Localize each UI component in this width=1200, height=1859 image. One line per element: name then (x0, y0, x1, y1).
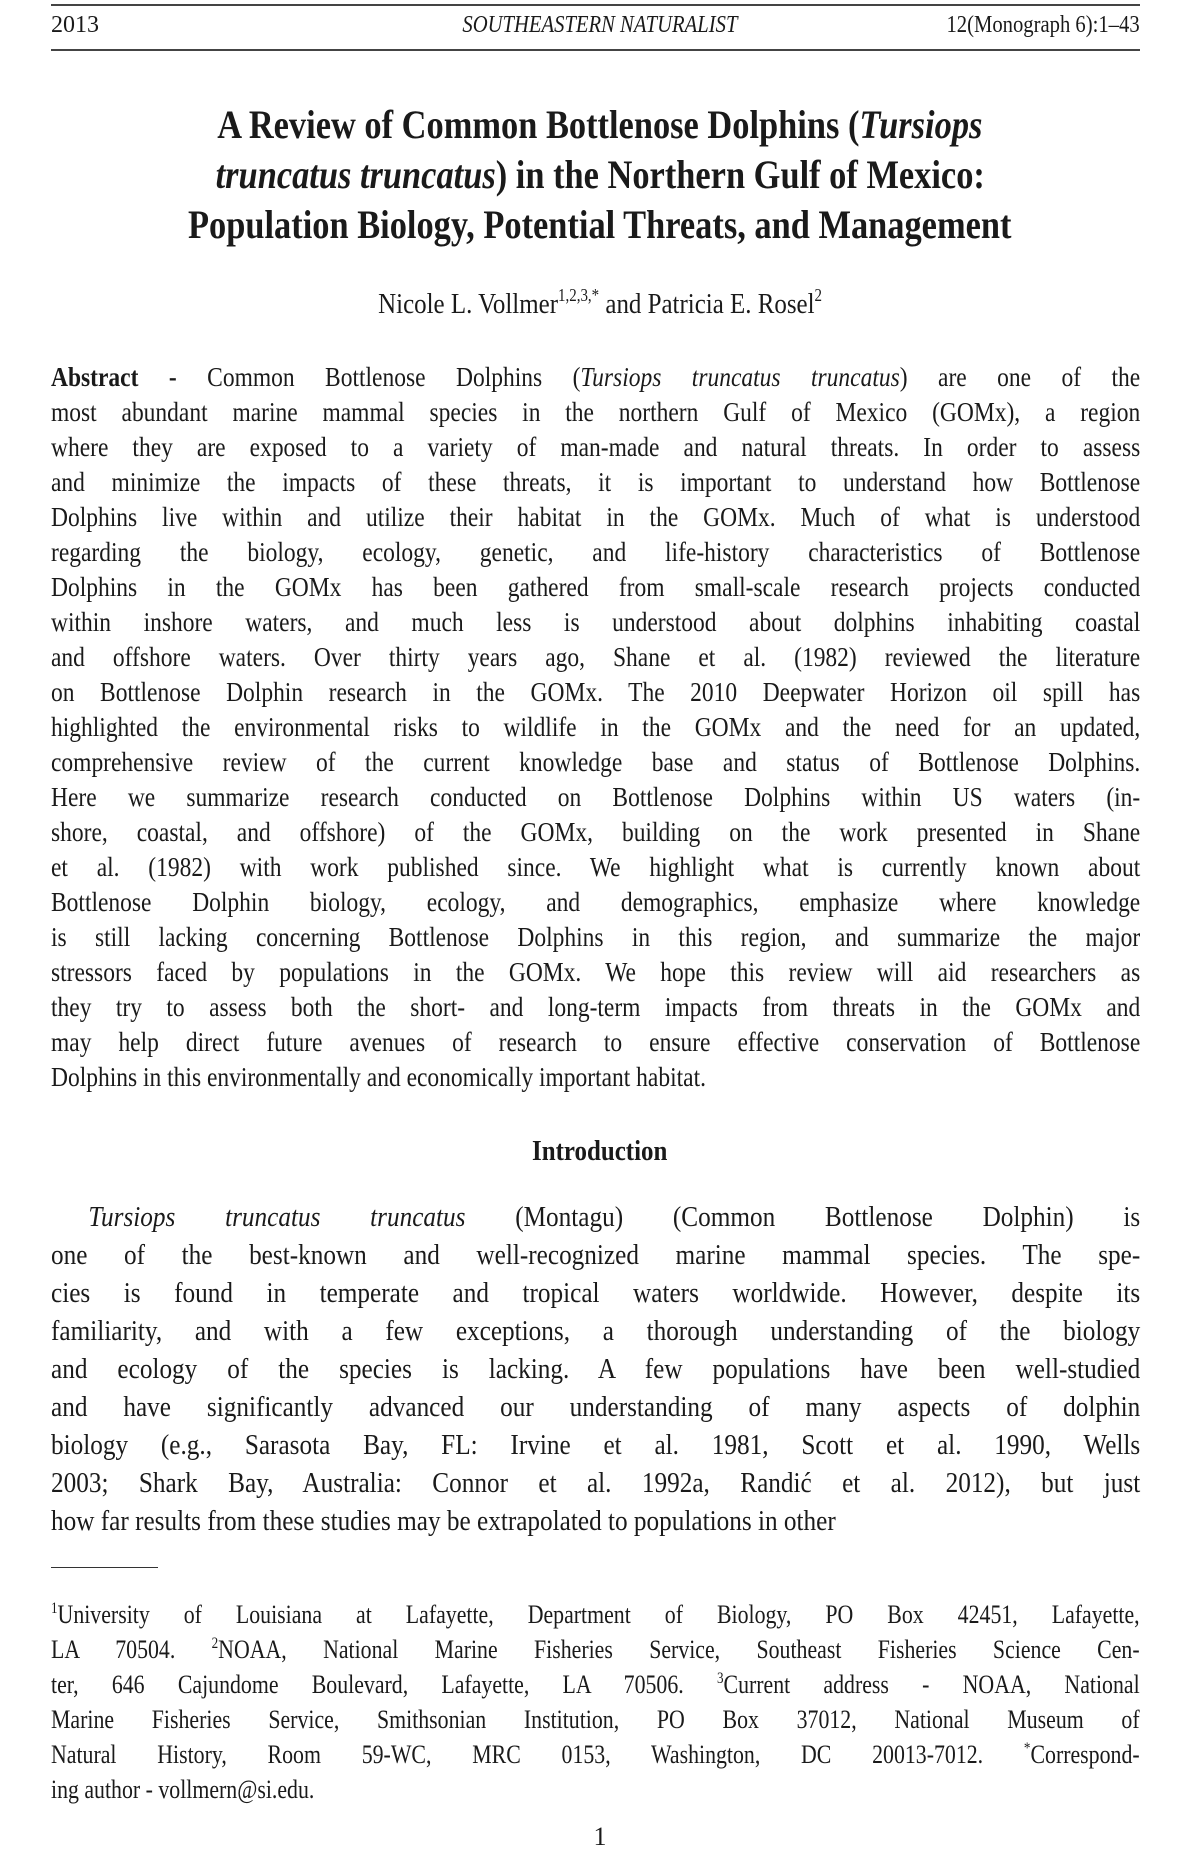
abstract-line-text: on Bottlenose Dolphin research in the GOMx. The 2010 Deepwater Horizon oil spill has (51, 677, 1141, 707)
intro-line-text: how far results from these studies may be extrapolated to populations in other (51, 1505, 836, 1537)
footnote-text: LA 70504. (51, 1635, 212, 1664)
abstract-text: ) are one of the (899, 362, 1141, 392)
header-bottom-rule (51, 49, 1140, 51)
affiliation-marker: 3 (716, 1669, 724, 1687)
intro-line-text: biology (e.g., Sarasota Bay, FL: Irvine et al. 1981, Scott et al. 1990, Wells (51, 1429, 1141, 1461)
footnote-text: Marine Fisheries Service, Smithsonian Institution, PO Box 37012, National Museum of (51, 1705, 1140, 1734)
affiliation-marker: 1 (51, 1599, 58, 1617)
intro-line (51, 1502, 1140, 1540)
title-species-italic: Tursiops (859, 102, 983, 147)
intro-line (51, 1236, 1140, 1274)
title-text: A Review of Common Bottlenose Dolphins ( (217, 102, 860, 147)
footnote-line (51, 1702, 1140, 1737)
abstract-line (51, 675, 1140, 710)
header-top-rule (51, 4, 1140, 6)
abstract-line (51, 360, 1140, 395)
intro-line (51, 1350, 1140, 1388)
section-heading-introduction (0, 1133, 1200, 1169)
header-year: 2013 (51, 12, 99, 38)
intro-line-text: one of the best-known and well-recognized marine mammal species. The spe- (51, 1239, 1141, 1271)
footnote-line (51, 1667, 1140, 1702)
title-line-3 (0, 200, 1200, 250)
corresponding-author-marker: * (1023, 1739, 1031, 1757)
author-name: Patricia E. Rosel (647, 288, 815, 320)
affiliation-marker: 2 (211, 1634, 219, 1652)
abstract-line-text: shore, coastal, and offshore) of the GOMx, building on the work presented in Shane (51, 817, 1141, 847)
species-italic: Tursiops truncatus truncatus (580, 362, 900, 392)
section-heading-text: Introduction (532, 1135, 668, 1167)
abstract-line-text: regarding the biology, ecology, genetic, and life-history characteristics of Bottlenose (51, 537, 1141, 567)
footnote-text: Natural History, Room 59-WC, MRC 0153, Washington, DC 20013-7012. (51, 1740, 1024, 1769)
abstract-line-text: Bottlenose Dolphin biology, ecology, and demographics, emphasize where knowledge (51, 887, 1141, 917)
footnote-rule (51, 1567, 158, 1568)
abstract-text: Common Bottlenose Dolphins ( (207, 362, 581, 392)
author-conjunction: and (599, 288, 648, 320)
abstract-line-text: Dolphins in this environmentally and economically important habitat. (51, 1062, 706, 1092)
species-italic: Tursiops truncatus truncatus (88, 1201, 466, 1233)
footnote-line (51, 1632, 1140, 1667)
corresponding-author-email: ing author - vollmern@si.edu. (51, 1775, 315, 1804)
intro-line-text: and have significantly advanced our understanding of many aspects of dolphin (51, 1391, 1141, 1423)
footnote-text: Current address - NOAA, National (723, 1670, 1140, 1699)
abstract-line-text: comprehensive review of the current knowledge base and status of Bottlenose Dolphins. (51, 747, 1141, 777)
abstract-line-text: is still lacking concerning Bottlenose Dolphins in this region, and summarize the major (51, 922, 1141, 952)
abstract-line-text: most abundant marine mammal species in the northern Gulf of Mexico (GOMx), a region (51, 397, 1141, 427)
intro-text: (Montagu) (Common Bottlenose Dolphin) is (465, 1201, 1141, 1233)
abstract-line (51, 430, 1140, 465)
header-volume-text: 12(Monograph 6):1–43 (946, 12, 1140, 38)
abstract-line (51, 885, 1140, 920)
intro-line (51, 1274, 1140, 1312)
intro-line-text: 2003; Shark Bay, Australia: Connor et al. 1992a, Randić et al. 2012), but just (51, 1467, 1141, 1499)
abstract-line (51, 570, 1140, 605)
affiliation-marker: 1,2,3,* (557, 285, 600, 306)
abstract-line-text: Here we summarize research conducted on Bottlenose Dolphins within US waters (in- (51, 782, 1141, 812)
footnote-line (51, 1597, 1140, 1632)
intro-line-text: familiarity, and with a few exceptions, a thorough understanding of the biology (51, 1315, 1141, 1347)
abstract-line (51, 920, 1140, 955)
abstract-line-text: highlighted the environmental risks to wildlife in the GOMx and the need for an updated, (51, 712, 1141, 742)
author-name: Nicole L. Vollmer (378, 288, 558, 320)
abstract-line (51, 955, 1140, 990)
abstract-line (51, 815, 1140, 850)
abstract-line-text: within inshore waters, and much less is understood about dolphins inhabiting coastal (51, 607, 1141, 637)
intro-line (51, 1198, 1140, 1236)
abstract-line (51, 710, 1140, 745)
intro-line (51, 1464, 1140, 1502)
abstract-line-text: et al. (1982) with work published since. We highlight what is currently known about (51, 852, 1141, 882)
intro-line-text: and ecology of the species is lacking. A few populations have been well-studied (51, 1353, 1141, 1385)
abstract-line (51, 1025, 1140, 1060)
intro-line (51, 1312, 1140, 1350)
abstract-line (51, 395, 1140, 430)
abstract-line-text: stressors faced by populations in the GOMx. We hope this review will aid researchers as (51, 957, 1141, 987)
footnote-line (51, 1772, 1140, 1807)
abstract-line (51, 850, 1140, 885)
abstract-line (51, 640, 1140, 675)
footnote-text: Correspond- (1030, 1740, 1140, 1769)
abstract-line (51, 465, 1140, 500)
authors (0, 286, 1200, 322)
abstract-label: Abstract - (51, 362, 208, 392)
header-volume (915, 10, 1140, 40)
title-line-2 (0, 150, 1200, 200)
affiliation-marker: 2 (814, 285, 822, 306)
title-text: Population Biology, Potential Threats, and Management (188, 202, 1012, 247)
page-number: 1 (593, 1822, 607, 1851)
footnote-line (51, 1737, 1140, 1772)
abstract-line (51, 535, 1140, 570)
abstract-line (51, 780, 1140, 815)
intro-line (51, 1426, 1140, 1464)
footnote-text: University of Louisiana at Lafayette, Department of Biology, PO Box 42451, Lafayette, (57, 1600, 1140, 1629)
abstract-line-text: Dolphins live within and utilize their habitat in the GOMx. Much of what is understood (51, 502, 1141, 532)
abstract-line-text: they try to assess both the short- and long-term impacts from threats in the GOMx and (51, 992, 1141, 1022)
footnote-text: ter, 646 Cajundome Boulevard, Lafayette, LA 70506. (51, 1670, 717, 1699)
abstract-line-text: and minimize the impacts of these threats, it is important to understand how Bottlenose (51, 467, 1141, 497)
abstract-line (51, 500, 1140, 535)
intro-line (51, 1388, 1140, 1426)
abstract-line (51, 990, 1140, 1025)
abstract-line-text: may help direct future avenues of research to ensure effective conservation of Bottlenose (51, 1027, 1141, 1057)
title-text: ) in the Northern Gulf of Mexico: (495, 152, 985, 197)
footnote-text: NOAA, National Marine Fisheries Service, Southeast Fisheries Science Cen- (218, 1635, 1140, 1664)
abstract-line (51, 1060, 1140, 1095)
abstract-line-text: Dolphins in the GOMx has been gathered from small-scale research projects conducted (51, 572, 1141, 602)
title-species-italic: truncatus truncatus (215, 152, 496, 197)
abstract-line-text: and offshore waters. Over thirty years ago, Shane et al. (1982) reviewed the literature (51, 642, 1141, 672)
header-journal-text: SOUTHEASTERN NATURALIST (462, 12, 738, 38)
abstract-line-text: where they are exposed to a variety of man-made and natural threats. In order to assess (51, 432, 1141, 462)
abstract-line (51, 745, 1140, 780)
abstract-line (51, 605, 1140, 640)
title-line-1 (0, 100, 1200, 150)
intro-line-text: cies is found in temperate and tropical waters worldwide. However, despite its (51, 1277, 1141, 1309)
